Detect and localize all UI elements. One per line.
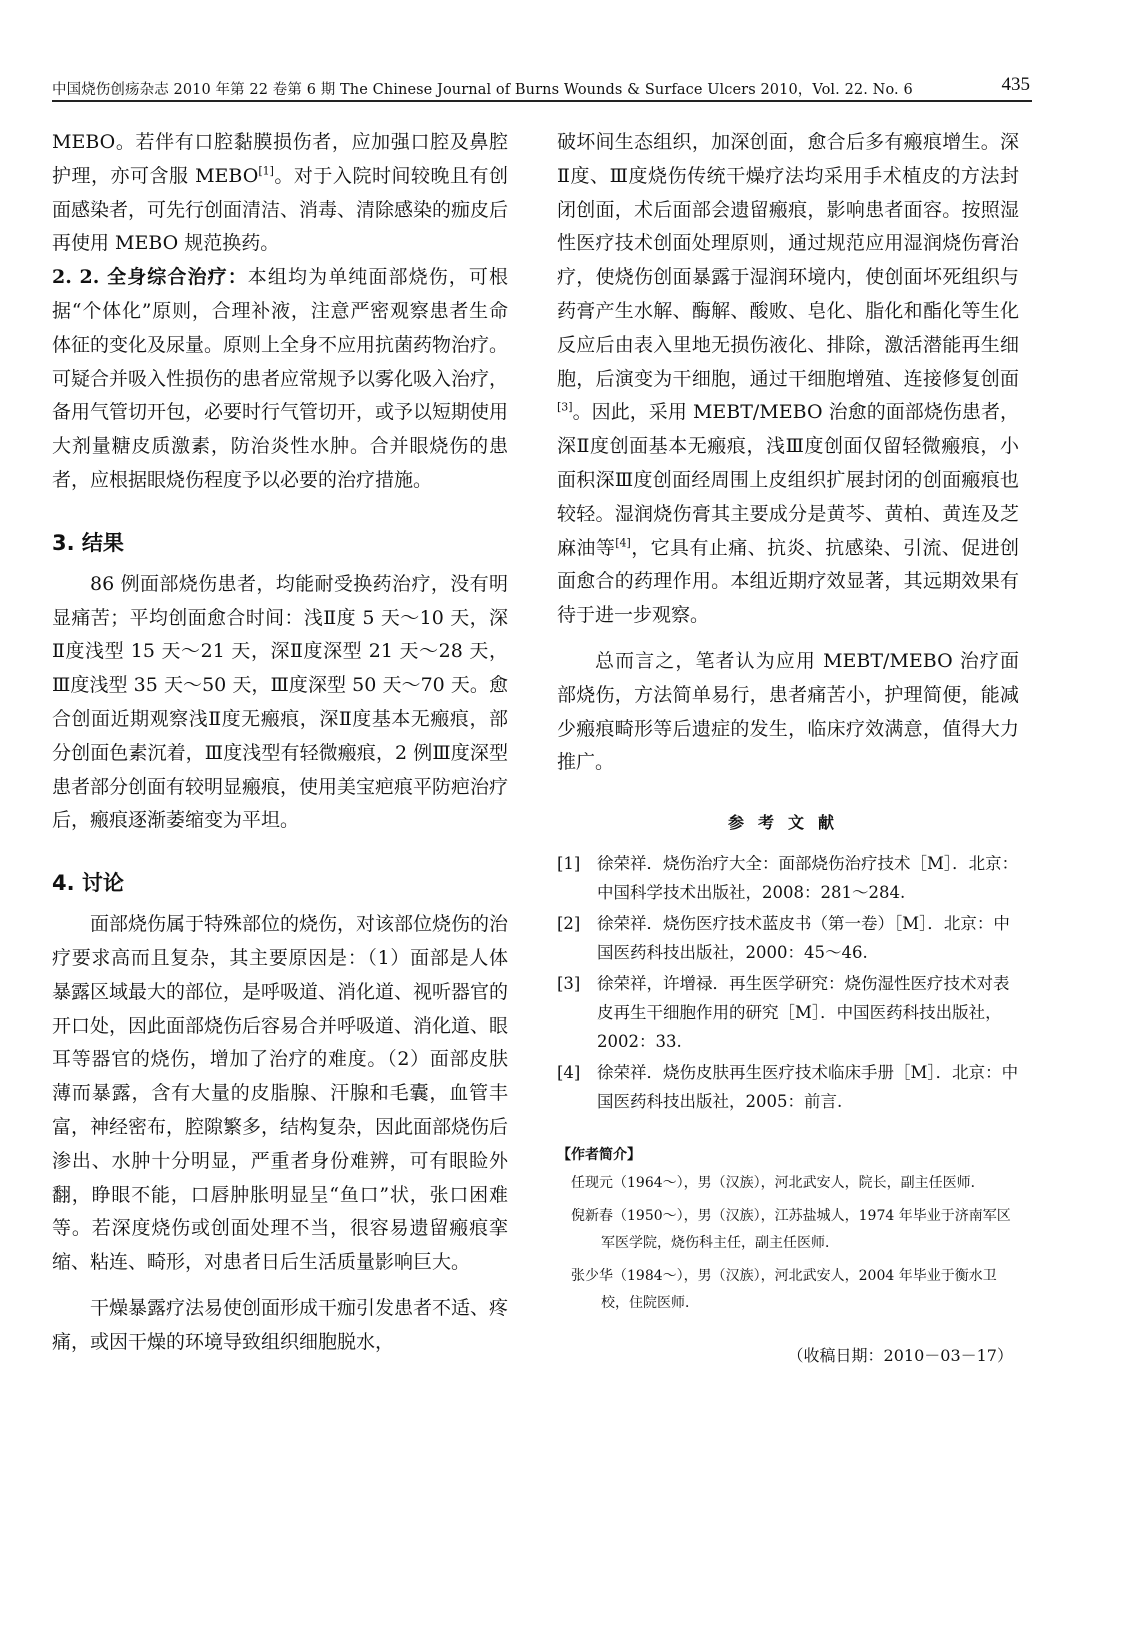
author-bio: 张少华（1984～），男（汉族），河北武安人，2004 年毕业于衡水卫校，住院医师． xyxy=(571,1268,997,1312)
reference-item: [2] 徐荣祥．烧伤医疗技术蓝皮书（第一卷）［M］．北京：中国医药科技出版社，2000：45～46. xyxy=(557,914,1010,963)
paragraph: 总而言之，笔者认为应用 MEBT/MEBO 治疗面部烧伤，方法简单易行，患者痛苦小，护理简便，能减少瘢痕畸形等后遗症的发生，临床疗效满意，值得大力推广。 xyxy=(557,649,1019,774)
paragraph: 86 例面部烧伤患者，均能耐受换药治疗，没有明显痛苦；平均创面愈合时间：浅Ⅱ度 5 天～10 天，深Ⅱ度浅型 15 天～21 天，深Ⅱ度深型 21 天～28 天，Ⅲ度浅型 35 天～50 天，Ⅲ度深型 50 天～70 天。愈合创面近期观察浅Ⅱ度无瘢痕，深Ⅱ度基本无瘢痕，部分创面色素沉着，Ⅲ度浅型有轻微瘢痕，2 例Ⅲ度深型患者部分创面有较明显瘢痕，使用美宝疤痕平防疤治疗后，瘢痕逐渐萎缩变为平坦。 xyxy=(52,572,509,832)
author-bio-heading: 【作者简介】 xyxy=(557,1147,641,1164)
page-number: 435 xyxy=(1001,74,1030,95)
subsection-title: 2. 2. 全身综合治疗： xyxy=(52,266,248,289)
running-header xyxy=(52,72,1032,102)
reference-item: [1] 徐荣祥．烧伤治疗大全：面部烧伤治疗技术［M］．北京：中国科学技术出版社，2008：281～284. xyxy=(557,854,1019,903)
citation: [3] xyxy=(557,401,573,415)
references-heading: 参考文献 xyxy=(727,813,848,833)
received-date: （收稿日期：2010－03－17） xyxy=(787,1346,1013,1366)
journal-running-title: 中国烧伤创疡杂志 2010 年第 22 卷第 6 期 The Chinese Journal of Burns Wounds & Surface Ulcers 2010，Vol. 22. No. 6 xyxy=(52,82,913,98)
reference-list xyxy=(557,849,1019,1116)
citation: [4] xyxy=(615,536,631,550)
reference-item: [4] 徐荣祥．烧伤皮肤再生医疗技术临床手册［M］．北京：中国医药科技出版社，2005：前言. xyxy=(557,1063,1019,1112)
paragraph: MEBO。若伴有口腔黏膜损伤者，应加强口腔及鼻腔护理，亦可含服 MEBO[1]。对于入院时间较晚且有创面感染者，可先行创面清洁、消毒、清除感染的痂皮后再使用 MEBO 规范换药。 xyxy=(52,131,509,255)
author-bio: 倪新春（1950～），男（汉族），江苏盐城人，1974 年毕业于济南军区军医学院，烧伤科主任，副主任医师． xyxy=(571,1208,1011,1252)
paragraph: 面部烧伤属于特殊部位的烧伤，对该部位烧伤的治疗要求高而且复杂，其主要原因是：（1）面部是人体暴露区域最大的部位，是呼吸道、消化道、视听器官的开口处，因此面部烧伤后容易合并呼吸道、消化道、眼耳等器官的烧伤，增加了治疗的难度。（2）面部皮肤薄而暴露，含有大量的皮脂腺、汗腺和毛囊，血管丰富，神经密布，腔隙繁多，结构复杂，因此面部烧伤后渗出、水肿十分明显，严重者身份难辨，可有眼睑外翻，睁眼不能，口唇肿胀明显呈“鱼口”状，张口困难等。若深度烧伤或创面处理不当，很容易遗留瘢痕挛缩、粘连、畸形，对患者日后生活质量影响巨大。 xyxy=(52,913,509,1274)
section-heading-discussion: 4. 讨论 xyxy=(52,871,124,896)
left-column xyxy=(52,126,508,1360)
section-2-2: 2. 2. 全身综合治疗：本组均为单纯面部烧伤，可根据“个体化”原则，合理补液，注意严密观察患者生命体征的变化及尿量。原则上全身不应用抗菌药物治疗。可疑合并吸入性损伤的患者应常规予以雾化吸入治疗，备用气管切开包，必要时行气管切开，或予以短期使用大剂量糖皮质激素，防治炎性水肿。合并眼烧伤的患者，应根据眼烧伤程度予以必要的治疗措施。 xyxy=(52,266,509,491)
reference-item: [3] 徐荣祥，许增禄．再生医学研究：烧伤湿性医疗技术对表皮再生干细胞作用的研究［M］．中国医药科技出版社，2002：33. xyxy=(557,974,1010,1052)
paragraph: 破坏间生态组织，加深创面，愈合后多有瘢痕增生。深Ⅱ度、Ⅲ度烧伤传统干燥疗法均采用手术植皮的方法封闭创面，术后面部会遗留瘢痕，影响患者面容。按照湿性医疗技术创面处理原则，通过规范应用湿润烧伤膏治疗，使烧伤创面暴露于湿润环境内，使创面坏死组织与药膏产生水解、酶解、酸败、皂化、脂化和酯化等生化反应后由表入里地无损伤液化、排除，激活潜能再生细胞，后演变为干细胞，通过干细胞增殖、连接修复创面[3]。因此，采用 MEBT/MEBO 治愈的面部烧伤患者，深Ⅱ度创面基本无瘢痕，浅Ⅲ度创面仅留轻微瘢痕，小面积深Ⅲ度创面经周围上皮组织扩展封闭的创面瘢痕也较轻。湿润烧伤膏其主要成分是黄芩、黄柏、黄连及芝麻油等[4]，它具有止痛、抗炎、抗感染、引流、促进创面愈合的药理作用。本组近期疗效显著，其远期效果有待于进一步观察。 xyxy=(557,131,1019,627)
paragraph: 干燥暴露疗法易使创面形成干痂引发患者不适、疼痛，或因干燥的环境导致组织细胞脱水， xyxy=(52,1296,509,1353)
right-column xyxy=(557,126,1019,1366)
author-bio: 任现元（1964～），男（汉族），河北武安人，院长，副主任医师． xyxy=(571,1175,985,1192)
section-heading-results: 3. 结果 xyxy=(52,530,124,555)
citation: [1] xyxy=(258,164,274,178)
